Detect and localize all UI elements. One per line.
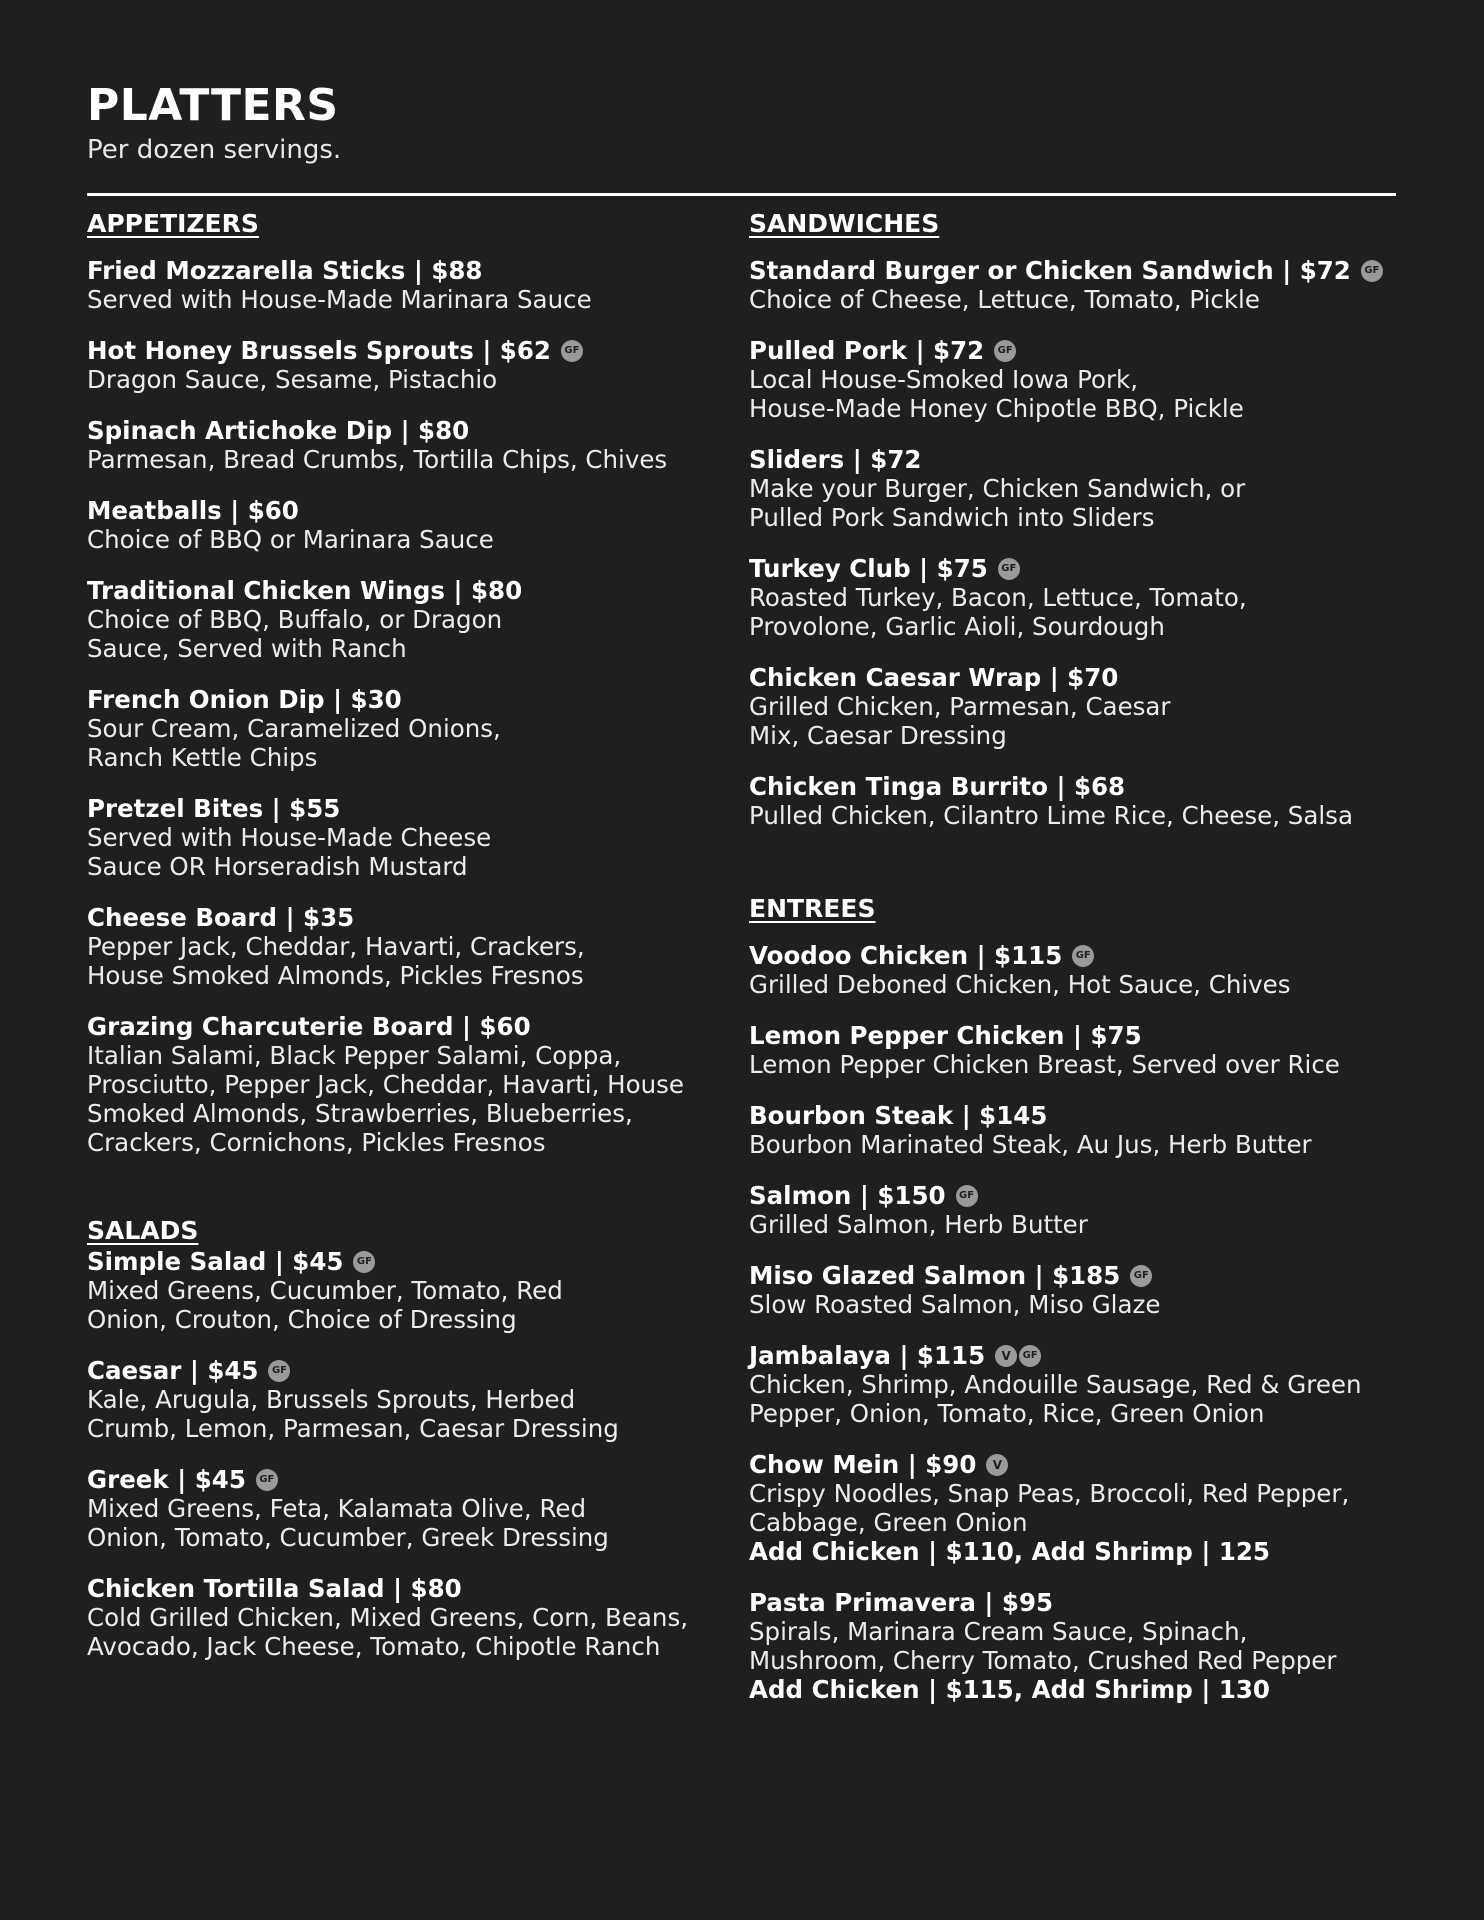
menu-item-description: Crispy Noodles, Snap Peas, Broccoli, Red Pepper, (749, 1479, 1350, 1508)
menu-item-description: Choice of BBQ, Buffalo, or Dragon (87, 605, 503, 634)
menu-item-add-on: Add Chicken | $110, Add Shrimp | 125 (749, 1537, 1270, 1566)
menu-item-description: Roasted Turkey, Bacon, Lettuce, Tomato, (749, 583, 1247, 612)
item-list (749, 256, 1409, 830)
menu-item-name-row (749, 772, 1409, 801)
dietary-badges (1361, 260, 1385, 282)
menu-item-name-row (87, 1356, 747, 1385)
section-sandwiches (749, 208, 1409, 830)
dietary-badges (256, 1469, 280, 1491)
gluten-free-badge-icon: GF (1019, 1345, 1041, 1367)
menu-item-name-row (749, 1450, 1409, 1479)
menu-item-description: Mushroom, Cherry Tomato, Crushed Red Pepper (749, 1646, 1337, 1675)
menu-item-description: Smoked Almonds, Strawberries, Blueberries, (87, 1099, 633, 1128)
menu-item-name-row (749, 445, 1409, 474)
menu-item (87, 416, 747, 474)
item-list (87, 1247, 747, 1661)
menu-item-name-row (749, 941, 1409, 970)
right-column (749, 208, 1409, 1726)
menu-item-name: Greek | $45 (87, 1465, 246, 1494)
menu-item (87, 1574, 747, 1661)
menu-item-name-row (749, 1181, 1409, 1210)
menu-item-name-row (87, 794, 747, 823)
menu-header (87, 78, 341, 166)
menu-item-name-row (749, 1261, 1409, 1290)
gluten-free-badge-icon: GF (268, 1360, 290, 1382)
page-title: PLATTERS (87, 80, 339, 131)
menu-item-description: Provolone, Garlic Aioli, Sourdough (749, 612, 1165, 641)
menu-item-description: Crumb, Lemon, Parmesan, Caesar Dressing (87, 1414, 619, 1443)
menu-item-description: Kale, Arugula, Brussels Sprouts, Herbed (87, 1385, 576, 1414)
menu-item-name: Hot Honey Brussels Sprouts | $62 (87, 336, 551, 365)
dietary-badges (353, 1251, 377, 1273)
menu-item-name: Salmon | $150 (749, 1181, 946, 1210)
item-list (87, 256, 747, 1157)
menu-item (749, 1341, 1409, 1428)
menu-item-name: Pulled Pork | $72 (749, 336, 985, 365)
menu-item (749, 772, 1409, 830)
menu-item-name: Chicken Tinga Burrito | $68 (749, 772, 1126, 801)
menu-item-description: Ranch Kettle Chips (87, 743, 318, 772)
menu-item-description: Onion, Tomato, Cucumber, Greek Dressing (87, 1523, 609, 1552)
menu-item-name: Meatballs | $60 (87, 496, 299, 525)
menu-item-description: Lemon Pepper Chicken Breast, Served over Rice (749, 1050, 1340, 1079)
menu-item-name: Chicken Caesar Wrap | $70 (749, 663, 1119, 692)
gluten-free-badge-icon: GF (353, 1251, 375, 1273)
menu-item-name: Spinach Artichoke Dip | $80 (87, 416, 470, 445)
menu-item (749, 336, 1409, 423)
menu-item-description: Make your Burger, Chicken Sandwich, or (749, 474, 1246, 503)
menu-item-name: Grazing Charcuterie Board | $60 (87, 1012, 531, 1041)
menu-item (87, 1012, 747, 1157)
menu-item-description: Avocado, Jack Cheese, Tomato, Chipotle Ranch (87, 1632, 661, 1661)
menu-item-name-row (749, 1021, 1409, 1050)
menu-item-name: Miso Glazed Salmon | $185 (749, 1261, 1121, 1290)
menu-item-name: Simple Salad | $45 (87, 1247, 344, 1276)
dietary-badges (995, 1345, 1043, 1367)
menu-item (87, 1247, 747, 1334)
menu-item-description: Local House-Smoked Iowa Pork, (749, 365, 1139, 394)
menu-item (87, 1356, 747, 1443)
menu-item-description: Sauce OR Horseradish Mustard (87, 852, 468, 881)
menu-item-name: French Onion Dip | $30 (87, 685, 402, 714)
menu-item (749, 941, 1409, 999)
menu-item-name-row (87, 1465, 747, 1494)
menu-item-description: Served with House-Made Marinara Sauce (87, 285, 592, 314)
menu-item (87, 903, 747, 990)
menu-item-name: Caesar | $45 (87, 1356, 259, 1385)
header-divider (87, 193, 1396, 196)
section-title: SALADS (87, 1216, 199, 1245)
menu-item (749, 1181, 1409, 1239)
menu-item (749, 256, 1409, 314)
menu-item-name-row (749, 1341, 1409, 1370)
menu-item-description: House-Made Honey Chipotle BBQ, Pickle (749, 394, 1244, 423)
section-entrees (749, 893, 1409, 1704)
gluten-free-badge-icon: GF (1072, 945, 1094, 967)
dietary-badges (986, 1454, 1010, 1476)
menu-item-name: Lemon Pepper Chicken | $75 (749, 1021, 1142, 1050)
dietary-badges (998, 558, 1022, 580)
gluten-free-badge-icon: GF (1361, 260, 1383, 282)
menu-item-name-row (749, 1588, 1409, 1617)
menu-item-name-row (749, 256, 1409, 285)
menu-item-description: Crackers, Cornichons, Pickles Fresnos (87, 1128, 546, 1157)
menu-item-name: Fried Mozzarella Sticks | $88 (87, 256, 483, 285)
menu-item (749, 445, 1409, 532)
menu-item-description: Chicken, Shrimp, Andouille Sausage, Red & Green (749, 1370, 1362, 1399)
gluten-free-badge-icon: GF (998, 558, 1020, 580)
menu-item-description: Prosciutto, Pepper Jack, Cheddar, Havarti, House (87, 1070, 684, 1099)
menu-item-description: Grilled Deboned Chicken, Hot Sauce, Chives (749, 970, 1291, 999)
menu-item-name: Traditional Chicken Wings | $80 (87, 576, 523, 605)
menu-item-name-row (87, 903, 747, 932)
menu-item-name-row (87, 416, 747, 445)
menu-item-name: Chicken Tortilla Salad | $80 (87, 1574, 462, 1603)
vegetarian-badge-icon: V (995, 1345, 1017, 1367)
menu-item-description: House Smoked Almonds, Pickles Fresnos (87, 961, 584, 990)
menu-item (87, 576, 747, 663)
menu-item (749, 1101, 1409, 1159)
menu-item-name-row (87, 576, 747, 605)
menu-item-description: Grilled Chicken, Parmesan, Caesar (749, 692, 1171, 721)
menu-item-description: Dragon Sauce, Sesame, Pistachio (87, 365, 498, 394)
menu-item-name-row (87, 1247, 747, 1276)
gluten-free-badge-icon: GF (1130, 1265, 1152, 1287)
dietary-badges (956, 1185, 980, 1207)
dietary-badges (994, 340, 1018, 362)
item-list (749, 941, 1409, 1704)
section-appetizers (87, 208, 747, 1157)
menu-item-description: Mix, Caesar Dressing (749, 721, 1007, 750)
menu-item-name: Chow Mein | $90 (749, 1450, 977, 1479)
menu-item-name: Jambalaya | $115 (749, 1341, 986, 1370)
menu-item-name: Pretzel Bites | $55 (87, 794, 341, 823)
menu-item-name: Pasta Primavera | $95 (749, 1588, 1054, 1617)
menu-item-name: Sliders | $72 (749, 445, 922, 474)
menu-item-description: Choice of Cheese, Lettuce, Tomato, Pickle (749, 285, 1260, 314)
menu-item-name-row (87, 1574, 747, 1603)
gluten-free-badge-icon: GF (561, 340, 583, 362)
menu-item (749, 1261, 1409, 1319)
menu-item-name-row (87, 496, 747, 525)
vegetarian-badge-icon: V (986, 1454, 1008, 1476)
menu-item-description: Grilled Salmon, Herb Butter (749, 1210, 1088, 1239)
menu-item-name: Turkey Club | $75 (749, 554, 988, 583)
menu-item-description: Italian Salami, Black Pepper Salami, Coppa, (87, 1041, 622, 1070)
menu-item (87, 794, 747, 881)
menu-item (87, 256, 747, 314)
menu-item-name: Bourbon Steak | $145 (749, 1101, 1048, 1130)
page-subtitle: Per dozen servings. (87, 135, 342, 165)
menu-item-name-row (749, 336, 1409, 365)
dietary-badges (561, 340, 585, 362)
section-title: SANDWICHES (749, 209, 940, 238)
menu-item-description: Pulled Chicken, Cilantro Lime Rice, Cheese, Salsa (749, 801, 1353, 830)
menu-item-description: Cold Grilled Chicken, Mixed Greens, Corn, Beans, (87, 1603, 688, 1632)
menu-item-description: Slow Roasted Salmon, Miso Glaze (749, 1290, 1161, 1319)
menu-item-name-row (87, 685, 747, 714)
menu-item-description: Choice of BBQ or Marinara Sauce (87, 525, 494, 554)
gluten-free-badge-icon: GF (256, 1469, 278, 1491)
menu-item (749, 1588, 1409, 1704)
left-column (87, 208, 747, 1683)
menu-item-description: Cabbage, Green Onion (749, 1508, 1028, 1537)
menu-item-description: Spirals, Marinara Cream Sauce, Spinach, (749, 1617, 1248, 1646)
dietary-badges (1072, 945, 1096, 967)
menu-item (87, 1465, 747, 1552)
menu-item-name-row (749, 663, 1409, 692)
menu-item-description: Pepper Jack, Cheddar, Havarti, Crackers, (87, 932, 585, 961)
menu-item-name-row (87, 336, 747, 365)
gluten-free-badge-icon: GF (956, 1185, 978, 1207)
section-title: APPETIZERS (87, 209, 259, 238)
menu-item (749, 554, 1409, 641)
menu-item-description: Bourbon Marinated Steak, Au Jus, Herb Butter (749, 1130, 1312, 1159)
menu-item-name-row (87, 1012, 747, 1041)
menu-item-name-row (749, 1101, 1409, 1130)
menu-item-description: Sauce, Served with Ranch (87, 634, 407, 663)
menu-item (87, 685, 747, 772)
menu-item (749, 1021, 1409, 1079)
menu-item (87, 336, 747, 394)
menu-item-description: Parmesan, Bread Crumbs, Tortilla Chips, Chives (87, 445, 668, 474)
menu-item-description: Pulled Pork Sandwich into Sliders (749, 503, 1155, 532)
menu-item-description: Mixed Greens, Feta, Kalamata Olive, Red (87, 1494, 587, 1523)
menu-item-description: Sour Cream, Caramelized Onions, (87, 714, 501, 743)
menu-item-description: Served with House-Made Cheese (87, 823, 492, 852)
menu-item-name: Standard Burger or Chicken Sandwich | $72 (749, 256, 1351, 285)
section-title: ENTREES (749, 894, 876, 923)
menu-item (749, 663, 1409, 750)
menu-item-name: Cheese Board | $35 (87, 903, 355, 932)
menu-item-add-on: Add Chicken | $115, Add Shrimp | 130 (749, 1675, 1270, 1704)
menu-item-description: Mixed Greens, Cucumber, Tomato, Red (87, 1276, 563, 1305)
menu-item-name-row (749, 554, 1409, 583)
menu-item (749, 1450, 1409, 1566)
dietary-badges (1130, 1265, 1154, 1287)
menu-item-name-row (87, 256, 747, 285)
menu-item (87, 496, 747, 554)
gluten-free-badge-icon: GF (994, 340, 1016, 362)
menu-item-description: Pepper, Onion, Tomato, Rice, Green Onion (749, 1399, 1265, 1428)
dietary-badges (268, 1360, 292, 1382)
section-salads (87, 1215, 747, 1661)
menu-item-description: Onion, Crouton, Choice of Dressing (87, 1305, 517, 1334)
menu-item-name: Voodoo Chicken | $115 (749, 941, 1063, 970)
